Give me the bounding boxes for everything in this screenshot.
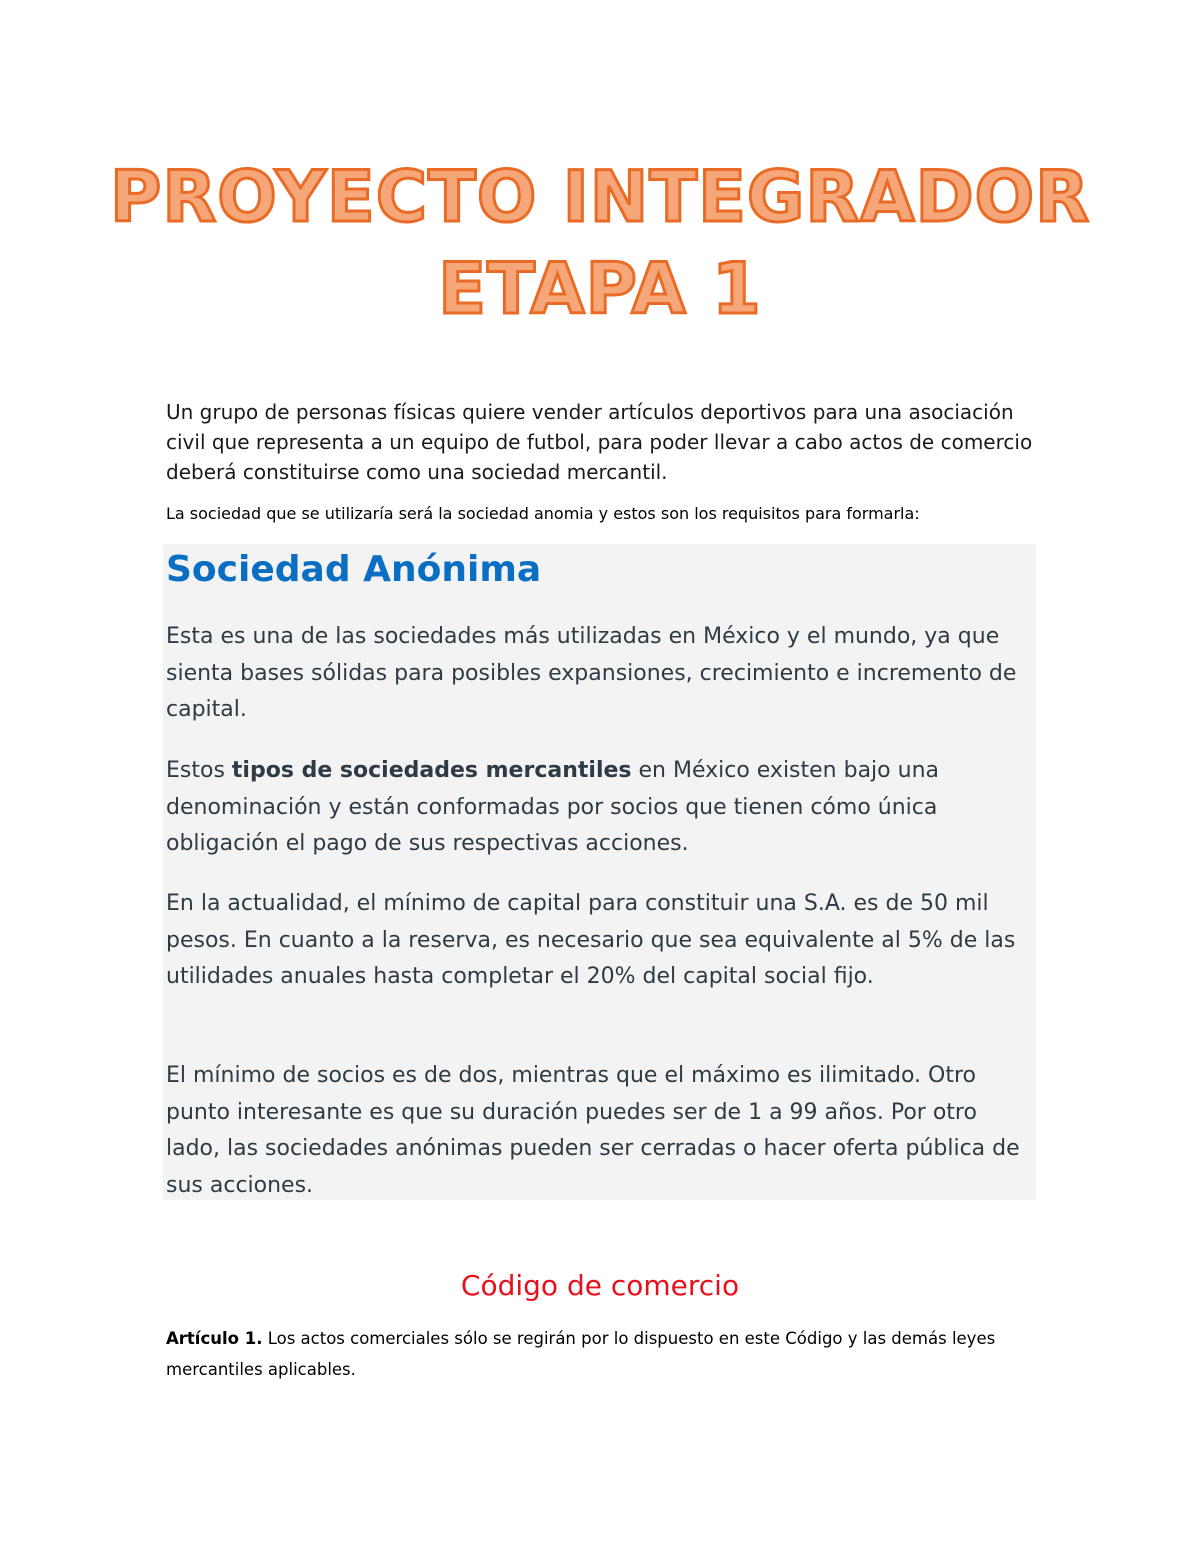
document-title-line-2: ETAPA 1 bbox=[438, 248, 762, 330]
paragraph-text: Estos bbox=[166, 758, 232, 783]
paragraph-text: en México existen bajo una denominación y están conformadas por socios que tienen cómo única obligación el pago de sus respectivas acciones. bbox=[166, 758, 939, 856]
document-title-line-1: PROYECTO INTEGRADOR bbox=[110, 156, 1090, 238]
sociedad-anonima-paragraph: Esta es una de las sociedades más utilizadas en México y el mundo, ya que sienta bases sólidas para posibles expansiones, crecimiento e incremento de capital. bbox=[166, 624, 1017, 722]
articulo-text: Los actos comerciales sólo se regirán por lo dispuesto en este Código y las demás leyes mercantiles aplicables. bbox=[166, 1329, 996, 1379]
intro-paragraph: Un grupo de personas físicas quiere vender artículos deportivos para una asociación civil que representa a un equipo de futbol, para poder llevar a cabo actos de comercio deberá constituirse como una sociedad mercantil. bbox=[166, 400, 1033, 484]
lead-paragraph: La sociedad que se utilizaría será la sociedad anomia y estos son los requisitos para formarla: bbox=[166, 504, 920, 523]
codigo-de-comercio-heading: Código de comercio bbox=[460, 1269, 740, 1302]
sociedad-anonima-heading: Sociedad Anónima bbox=[166, 549, 542, 590]
sociedad-anonima-paragraph bbox=[166, 753, 1034, 863]
sociedad-anonima-paragraph: En la actualidad, el mínimo de capital para constituir una S.A. es de 50 mil pesos. En cuanto a la reserva, es necesario que sea equivalente al 5% de las utilidades anuales hasta completar el 20% del capital social fijo. bbox=[166, 891, 1016, 989]
articulo-label: Artículo 1. bbox=[166, 1329, 263, 1348]
sociedad-anonima-paragraph: El mínimo de socios es de dos, mientras que el máximo es ilimitado. Otro punto interesante es que su duración puedes ser de 1 a 99 años. Por otro lado, las sociedades anónimas pueden ser cerradas o hacer oferta pública de sus acciones. bbox=[166, 1063, 1020, 1198]
articulo-paragraph bbox=[166, 1323, 1046, 1385]
bold-text: tipos de sociedades mercantiles bbox=[231, 758, 632, 783]
